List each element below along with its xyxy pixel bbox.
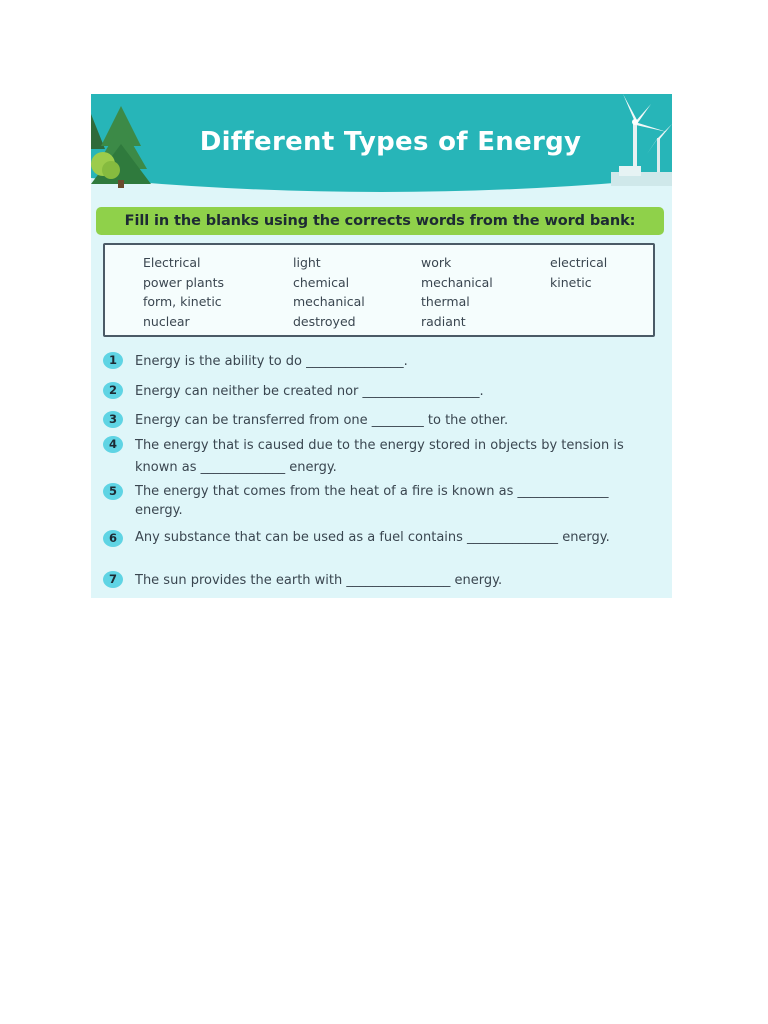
question-text: The energy that is caused due to the energy stored in objects by tension is known as _____________ energy. [135,438,624,475]
question-number-badge: 1 [103,352,123,369]
word-bank-word: electrical [550,255,608,270]
question-text: Energy is the ability to do _______________. [135,354,408,369]
instruction-bar [96,207,664,235]
word-bank-word: light [293,255,321,270]
word-bank-word: destroyed [293,313,356,329]
question-number-badge: 4 [103,436,123,453]
word-bank-column [421,253,493,331]
word-bank-column [550,253,607,292]
question-number-badge: 5 [103,483,123,500]
question-text: The energy that comes from the heat of a fire is known as ______________ energy. [135,484,609,518]
question-number-badge: 6 [103,530,123,547]
word-bank-word: work [421,255,452,270]
word-bank-word: kinetic [550,274,592,290]
question-text: Any substance that can be used as a fuel contains ______________ energy. [135,530,610,545]
word-bank-column [293,253,365,331]
question-number-badge: 3 [103,411,123,428]
page-title: Different Types of Energy [199,127,582,157]
word-bank-word: radiant [421,313,466,329]
word-bank-column [143,253,224,331]
question-number-badge: 2 [103,382,123,399]
question-text: The sun provides the earth with ________________ energy. [135,573,503,588]
instruction-text: Fill in the blanks using the corrects words from the word bank: [124,213,636,229]
word-bank-word: thermal [421,294,470,309]
word-bank-word: mechanical [421,274,493,290]
question-text: Energy can neither be created nor __________________. [135,384,484,399]
word-bank-word: Electrical [143,255,201,270]
word-bank-word: power plants [143,274,225,290]
question-text: Energy can be transferred from one ________ to the other. [135,413,509,428]
word-bank-word: mechanical [293,294,365,309]
worksheet [91,94,672,598]
word-bank-word: form, kinetic [143,294,222,309]
word-bank-word: nuclear [143,313,190,329]
question-number-badge: 7 [103,571,123,588]
word-bank [103,243,655,337]
word-bank-word: chemical [293,274,350,290]
